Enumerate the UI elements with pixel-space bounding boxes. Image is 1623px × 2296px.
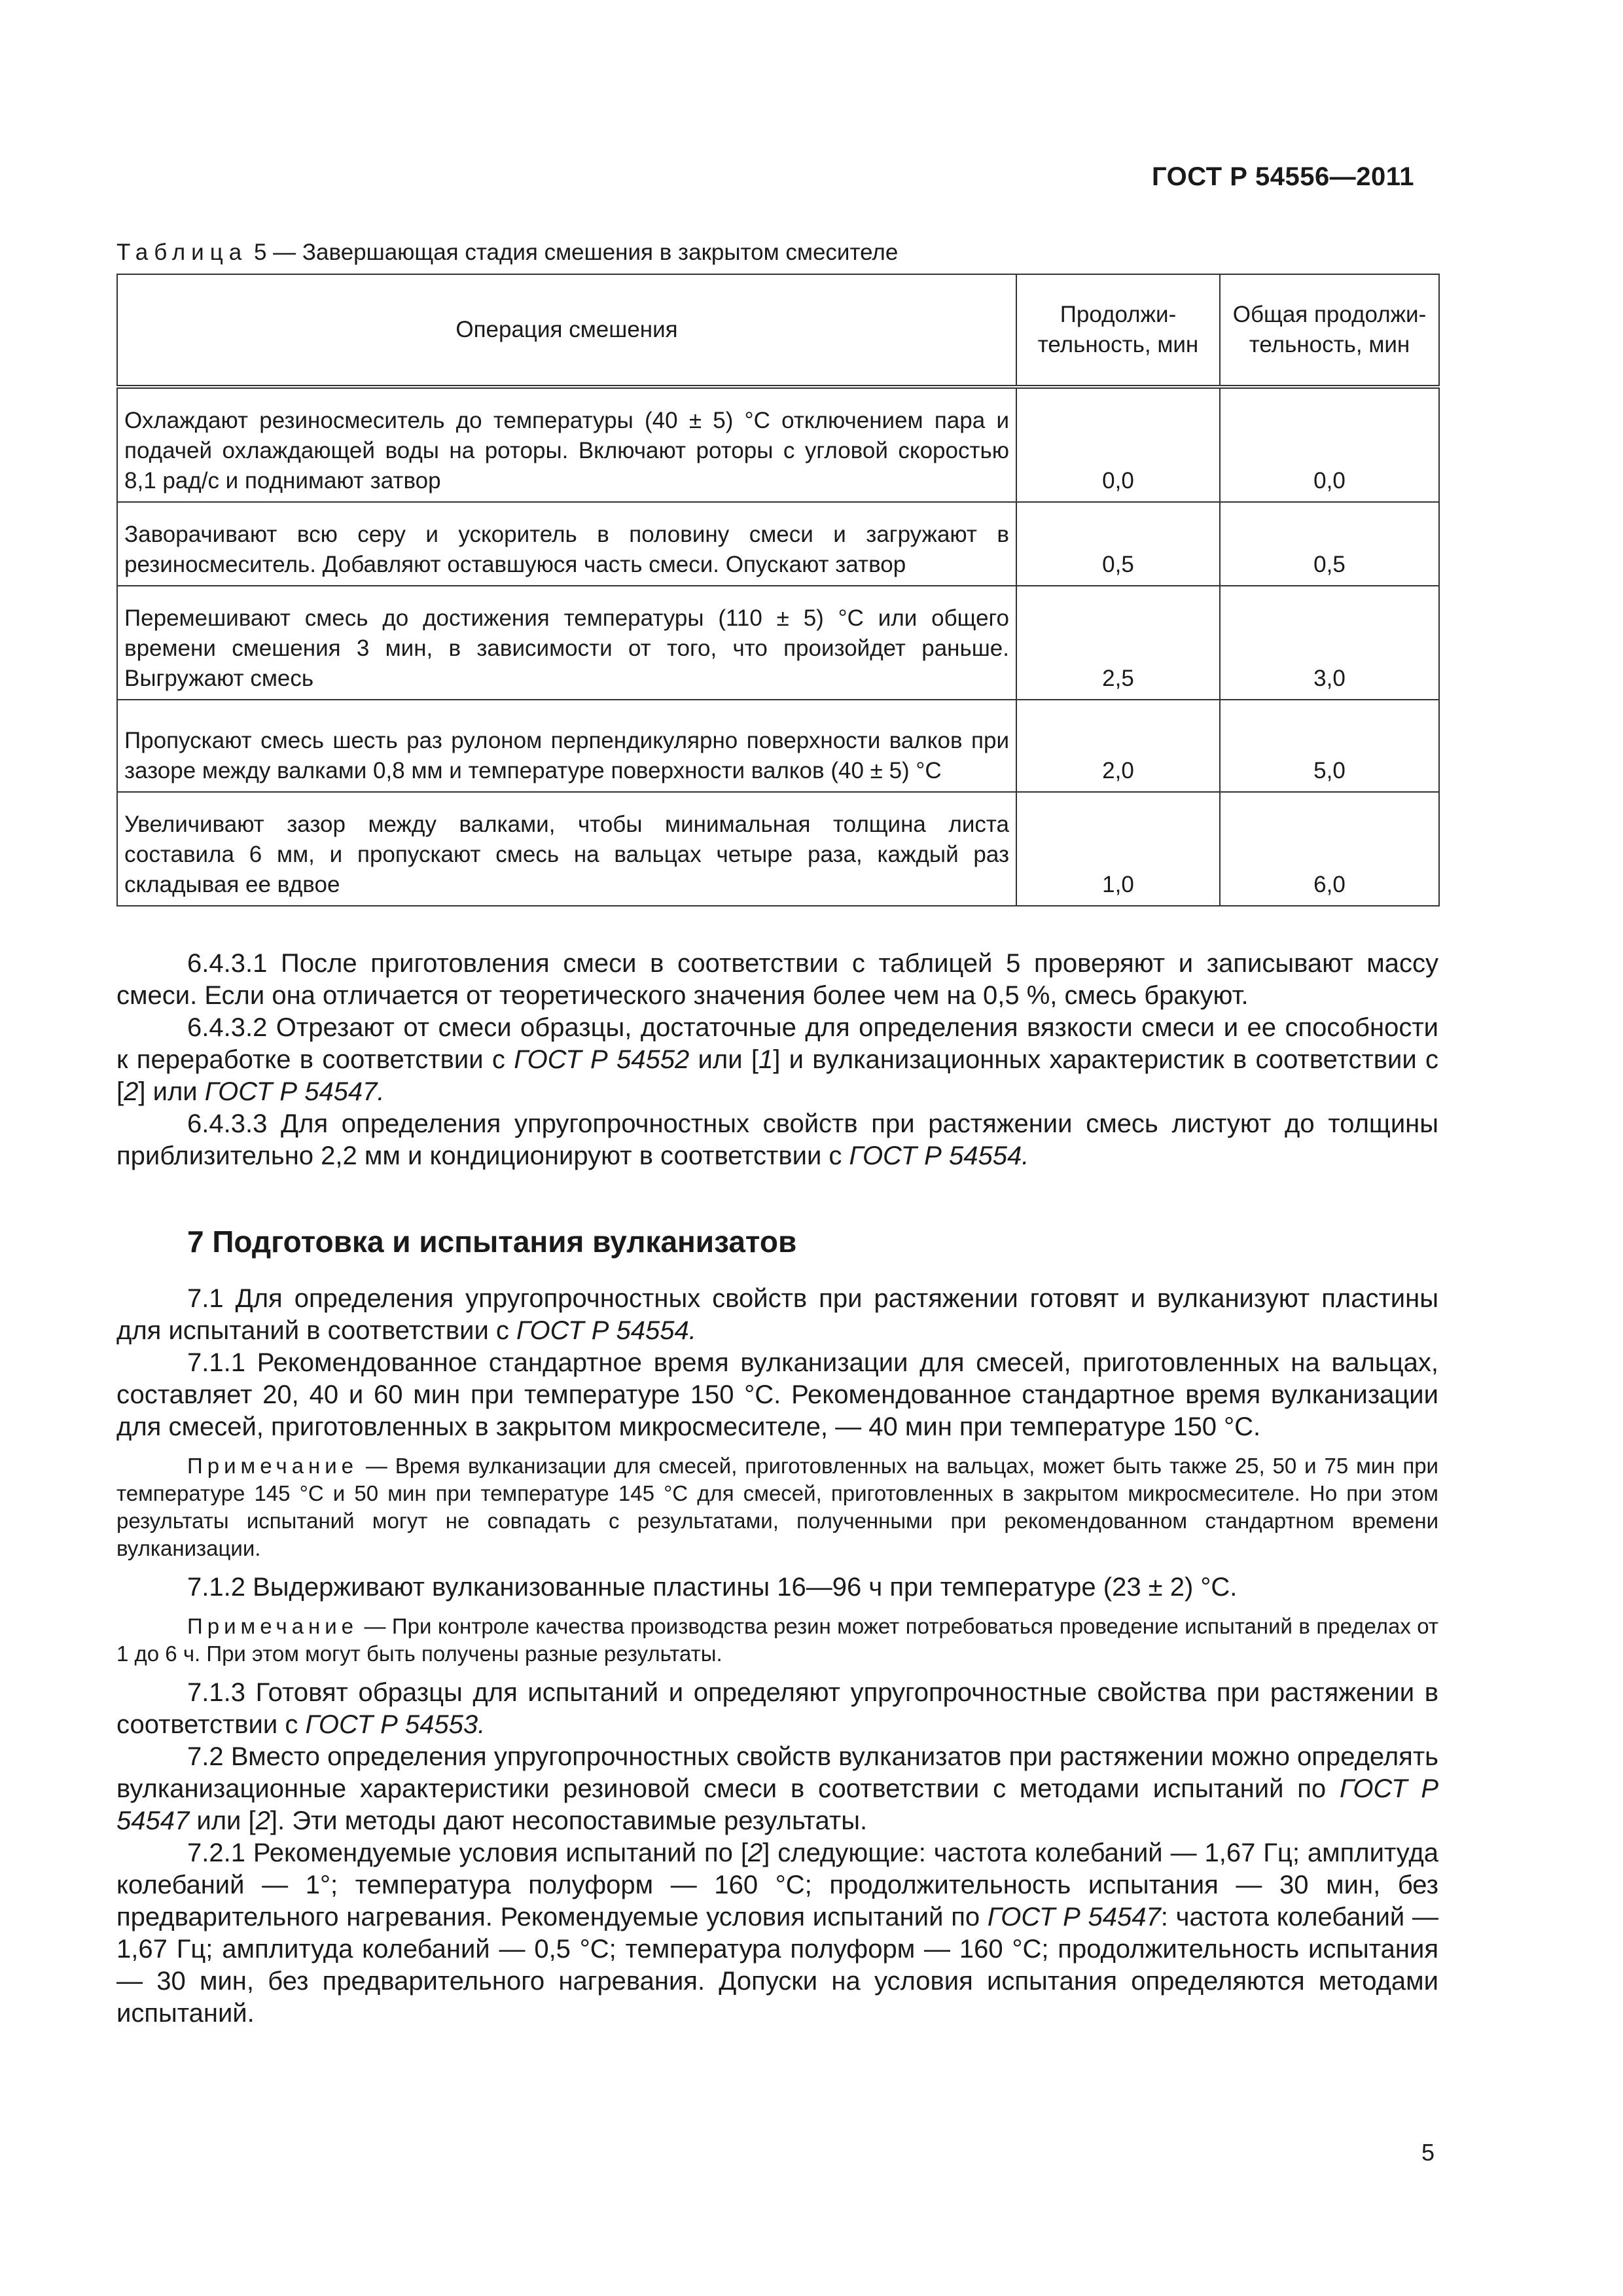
note-text: — При контроле качества производства резин может потребоваться проведение испытаний в пределах от 1 до 6 ч. При этом могут быть получены разные результаты. <box>116 1614 1438 1666</box>
column-header-total-line2: тельность, мин <box>1249 332 1410 357</box>
paragraph-7-2-1: 7.2.1 Рекомендуемые условия испытаний по [2] следующие: частота колебаний — 1,67 Гц; амплитуда колебаний — 1°; температура полуформ — 160 °С; продолжительность испытания — 30 мин, без предварительного нагревания. Рекомендуемые условия испытаний по ГОСТ Р 54547: частота колебаний — 1,67 Гц; амплитуда колебаний — 0,5 °С; температура полуформ — 160 °С; продолжительность испытания — 30 мин, без предварительного нагревания. Допуски на условия испытания определяются методами испытаний. <box>116 1839 1438 2028</box>
table-cell-operation: Перемешивают смесь до достижения температуры (110 ± 5) °С или общего времени смешения 3 мин, в зависимости от того, что произойдет раньше. Выгружают смесь <box>117 586 1016 700</box>
table-row <box>117 387 1439 502</box>
table-caption-prefix: Таблица <box>116 240 248 265</box>
table-cell-total: 0,0 <box>1220 387 1439 502</box>
reference-gost-54553: ГОСТ Р 54553. <box>305 1710 486 1739</box>
table-cell-duration: 2,0 <box>1016 700 1220 792</box>
paragraph-7-1-2: 7.1.2 Выдерживают вулканизованные пластины 16—96 ч при температуре (23 ± 2) °С. <box>187 1573 1238 1602</box>
document-standard-header: ГОСТ Р 54556—2011 <box>1152 162 1414 191</box>
reference-gost-54552: ГОСТ Р 54552 <box>514 1045 690 1074</box>
table-cell-duration: 0,5 <box>1016 502 1220 586</box>
paragraph-7-2: 7.2 Вместо определения упругопрочностных свойств вулканизатов при растяжении можно определять вулканизационные характеристики резиновой смеси в соответствии с методами испытаний по ГОСТ Р 54547 или [2]. Эти методы дают несопоставимые результаты. <box>116 1742 1438 1835</box>
table-cell-operation: Увеличивают зазор между валками, чтобы минимальная толщина листа составила 6 мм, и пропускают смесь на вальцах четыре раза, каждый раз складывая ее вдвое <box>117 792 1016 906</box>
table-row <box>117 502 1439 586</box>
page-number: 5 <box>1421 2139 1435 2166</box>
table-header-row <box>117 274 1439 387</box>
reference-gost-54547: ГОСТ Р 54547 <box>987 1903 1161 1931</box>
note-label: Примечание <box>187 1614 359 1638</box>
paragraph-6-4-3-2: 6.4.3.2 Отрезают от смеси образцы, достаточные для определения вязкости смеси и ее способности к переработке в соответствии с ГОСТ Р 54552 или [1] и вулканизационных характеристик в соответствии с [2] или ГОСТ Р 54547. <box>116 1013 1439 1106</box>
table-row <box>117 792 1439 906</box>
reference-bib-1: 1 <box>758 1045 774 1074</box>
paragraph-6-4-3-1: 6.4.3.1 После приготовления смеси в соответствии с таблицей 5 проверяют и записывают массу смеси. Если она отличается от теоретического значения более чем на 0,5 %, смесь бракуют. <box>116 949 1438 1010</box>
paragraph-7-1: 7.1 Для определения упругопрочностных свойств при растяжении готовят и вулканизуют пластины для испытаний в соответствии с ГОСТ Р 54554. <box>116 1284 1438 1345</box>
column-header-duration-line1: Продолжи- <box>1060 302 1177 327</box>
table-cell-total: 3,0 <box>1220 586 1439 700</box>
reference-bib-2: 2 <box>747 1839 763 1867</box>
reference-bib-2: 2 <box>124 1077 139 1106</box>
paragraph-7-1-3: 7.1.3 Готовят образцы для испытаний и определяют упругопрочностные свойства при растяжении в соответствии с ГОСТ Р 54553. <box>116 1678 1438 1739</box>
table-caption-text: 5 — Завершающая стадия смешения в закрытом смесителе <box>253 240 899 265</box>
note-label: Примечание <box>187 1454 359 1478</box>
table-cell-total: 0,5 <box>1220 502 1439 586</box>
paragraph-6-4-3-3: 6.4.3.3 Для определения упругопрочностных свойств при растяжении смесь листуют до толщины приблизительно 2,2 мм и кондиционируют в соответствии с ГОСТ Р 54554. <box>116 1109 1438 1170</box>
paragraph-7-1-1: 7.1.1 Рекомендованное стандартное время вулканизации для смесей, приготовленных на вальцах, составляет 20, 40 и 60 мин при температуре 150 °С. Рекомендованное стандартное время вулканизации для смесей, приготовленных в закрытом микросмесителе, — 40 мин при температуре 150 °С. <box>116 1348 1438 1441</box>
note-1 <box>116 1452 1438 1562</box>
note-text: — Время вулканизации для смесей, приготовленных на вальцах, может быть также 25, 50 и 75 мин при температуре 145 °С и 50 мин при температуре 145 °С для смесей, приготовленных в закрытом микросмесителе. Но при этом результаты испытаний могут не совпадать с результатами, полученными при рекомендованном стандартном времени вулканизации. <box>116 1454 1438 1560</box>
table-cell-duration: 1,0 <box>1016 792 1220 906</box>
column-header-total-line1: Общая продолжи- <box>1232 302 1427 327</box>
table-cell-operation: Заворачивают всю серу и ускоритель в половину смеси и загружают в резиносмеситель. Добавляют оставшуюся часть смеси. Опускают затвор <box>117 502 1016 586</box>
section-7-body <box>116 1283 1438 2030</box>
table-cell-total: 6,0 <box>1220 792 1439 906</box>
column-header-operation: Операция смешения <box>117 274 1016 387</box>
table-row <box>117 586 1439 700</box>
table-cell-operation: Пропускают смесь шесть раз рулоном перпендикулярно поверхности валков при зазоре между валками 0,8 мм и температуре поверхности валков (40 ± 5) °С <box>117 700 1016 792</box>
reference-bib-2: 2 <box>255 1806 270 1835</box>
table-cell-duration: 2,5 <box>1016 586 1220 700</box>
table-cell-total: 5,0 <box>1220 700 1439 792</box>
column-header-duration <box>1016 274 1220 387</box>
reference-gost-54554: ГОСТ Р 54554. <box>849 1141 1029 1170</box>
section-6-4-3-paragraphs <box>116 948 1438 1172</box>
column-header-duration-line2: тельность, мин <box>1037 332 1199 357</box>
table-caption <box>116 240 898 266</box>
column-header-total-duration <box>1220 274 1439 387</box>
reference-gost-54547: ГОСТ Р 54547. <box>204 1077 385 1106</box>
reference-gost-54547: ГОСТ Р 54547 <box>116 1774 1438 1835</box>
note-2 <box>116 1613 1438 1668</box>
section-heading-7: 7 Подготовка и испытания вулканизатов <box>187 1225 797 1259</box>
table-cell-operation: Охлаждают резиносмеситель до температуры (40 ± 5) °С отключением пара и подачей охлаждающей воды на роторы. Включают роторы с угловой скоростью 8,1 рад/с и поднимают затвор <box>117 387 1016 502</box>
reference-gost-54554: ГОСТ Р 54554. <box>516 1316 696 1345</box>
table-row <box>117 700 1439 792</box>
table-cell-duration: 0,0 <box>1016 387 1220 502</box>
mixing-operations-table <box>116 274 1440 906</box>
